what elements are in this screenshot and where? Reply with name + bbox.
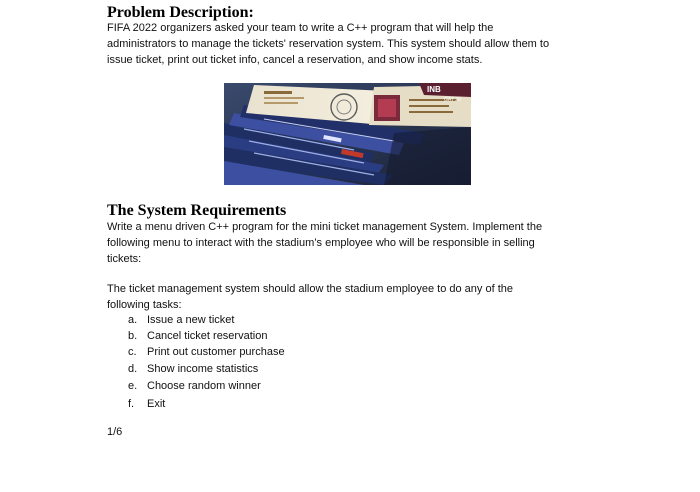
task-item [128,361,285,377]
requirements-intro-paragraph [107,219,542,267]
task-marker: f. [128,397,135,410]
task-label: Exit [147,397,166,410]
system-requirements-heading: The System Requirements [107,202,287,219]
paragraph-line: FIFA 2022 organizers asked your team to write a C++ program that will help the [107,22,494,34]
task-item [128,328,285,344]
task-label: Issue a new ticket [147,314,235,326]
paragraph-line: following menu to interact with the stadium’s employee who will be responsible in selling [107,237,535,249]
task-marker: a. [128,314,138,326]
task-label: Cancel ticket reservation [147,330,268,343]
task-label: Choose random winner [147,379,261,392]
paragraph-line: Write a menu driven C++ program for the mini ticket management System. Implement the [107,221,543,233]
task-marker: c. [128,346,137,359]
page-number: 1/6 [107,426,123,438]
fifa-tickets-image [224,83,471,185]
task-label: Print out customer purchase [147,346,285,359]
task-list [128,312,285,412]
task-item [128,344,285,360]
ticket-date-text: GAT 20 [444,97,461,103]
tasks-intro-paragraph [107,281,513,313]
paragraph-line: The ticket management system should allow the stadium employee to do any of the [107,283,513,295]
paragraph-line: issue ticket, print out ticket info, cancel a reservation, and show income stats. [107,54,483,66]
task-item [128,312,285,328]
ticket-stamp-text: INB [427,85,441,94]
task-label: Show income statistics [147,362,259,375]
task-marker: b. [128,330,138,343]
problem-description-heading: Problem Description: [107,4,254,21]
task-item [128,396,285,412]
paragraph-line: administrators to manage the tickets' reservation system. This system should allow them to [107,38,550,50]
paragraph-line: following tasks: [107,299,182,311]
problem-description-paragraph [107,20,549,68]
task-marker: e. [128,379,138,392]
task-marker: d. [128,362,138,375]
paragraph-line: tickets: [107,253,142,265]
task-item [128,378,285,394]
